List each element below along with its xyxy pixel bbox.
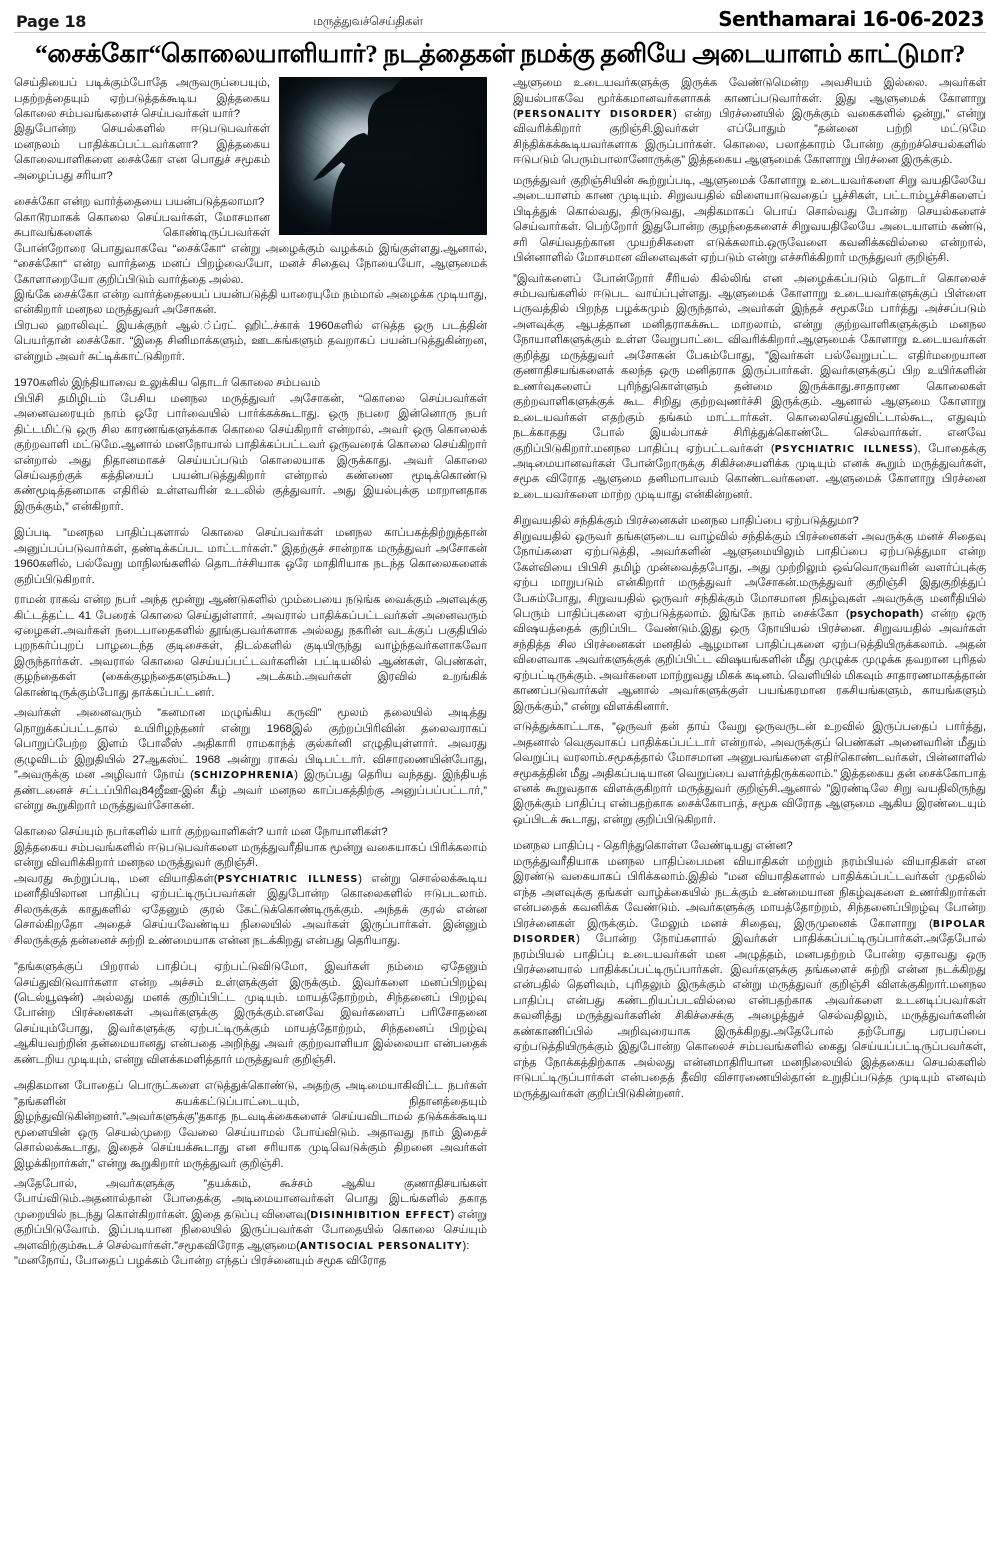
paragraph: மருத்துவர் குறிஞ்சியின் கூற்றுப்படி, ஆளுமைக் கோளாறு உடையவர்களை சிறு வயதிலேயே அடையாளம் காண முடியும். சிறுவயதில் விளையாடுவதைப் பூச்சிகள், பட்டாம்பூச்சிகளைப் பிடித்துக் கொல்வது, திருடுவது, அதிகமாகப் பொய் சொல்வது போன்ற செயல்களைச் செய்வார்கள். பெற்றோர் இதுபோன்ற குழந்தைகளைச் சிறுவயதிலேயே அடையாளம் கண்டு, சரி செய்வதற்கான முயற்சிகளை எடுக்கலாம்.ஒருவேளை கவனிக்கவில்லை என்றால், பின்னாளில் மோசமான விளைவுகள் ஏற்படும் என்று எச்சரிக்கிறார் மருத்துவர் குறிஞ்சி. bbox=[513, 174, 986, 265]
paragraph: மருத்துவரீதியாக மனநல பாதிப்பைமன வியாதிகள் மற்றும் நரம்பியல் வியாதிகள் என இரண்டு வகையாகப் பிரிக்கலாம்.இதில் ”மன வியாதிகளால் பாதிக்கப்பட்டவர்கள் முதலில் எந்த அளவுக்கு தங்கள் வாழ்க்கையில் நடக்கும் உண்மையான நிகழ்வுகளை உணர்கிறார்கள் என்பதைக் கவனிக்க வேண்டும். அவர்களுக்கு மாயத்தோற்றம், சிந்தனைப்பிறழ்வு போன்ற பிரச்னைகள் இருக்கும். மேலும் மனச் சிதைவு, இருமுனைக் கோளாறு (BIPOLAR DISORDER) போன்ற நோய்களால் இவர்கள் பாதிக்கப்பட்டிருப்பார்கள்.அதேபோல் நரம்பியல் பாதிப்பு உடையவர்கள் மன அழுத்தம், மனபதற்றம் போன்ற ஏதாவது ஒரு பிரச்னையால் பாதிக்கப்பட்டிருப்பார்கள். இவர்களுக்கு தங்களைச் சுற்றி என்ன நடக்கிறது என்பதில் தெளிவும், புரிதலும் இருக்கும் என்று மருத்துவர் குறிஞ்சி விளக்குகிறார்.மனநல பாதிப்பு என்பது கண்டறியப்படவில்லை என்பதற்காக அவர்களை உடனடிப்பவர்கள் கவனித்து மருத்துவர்களின் சிகிச்சைக்கு அழைத்துச் செல்வதிலும், மருத்துவர்களின் கண்காணிப்பில் அறிவுரையாக இருக்கிறது.அதேபோல் தற்போது பரபரப்பை ஏற்படுத்தியிருக்கும் இதுபோன்ற கொலைச் சம்பவங்களில் கைது செய்யப்பட்டிருப்பவர்கள், எந்த நோக்கத்திற்காக அல்லது என்னமாதிரியான மனநிலையில் இத்தகைய செயல்களில் ஈடுபட்டிருப்பார்கள் என்பதைத் தீவிர விசாரணையில்தான் உறுதிப்படுத்த முடியும் எனவும் மருத்துவர்கள் குறிப்பிடுகின்றனர். bbox=[513, 855, 986, 1100]
masthead bbox=[14, 0, 986, 30]
medical-term: PSYCHIATRIC ILLNESS bbox=[217, 873, 359, 885]
left-column bbox=[14, 76, 487, 1270]
paragraph: பிபிசி தமிழிடம் பேசிய மனநல மருத்துவர் அசோகன், “கொலை செய்பவர்கள் அனைவரையும் நாம் ஒரே பார்வையில் பார்க்கக்கூடாது. ஒரு நபரை இன்னொரு நபர் திட்டமிட்டு ஒரு சில காரணங்களுக்காக கொலை செய்கிறார் என்றால், அவர் ஒரு கொலைக் குற்றவாளி மட்டுமே.ஆனால் மனநோயால் பாதிக்கப்பட்டவர் ஒருவரைக் கொலை செய்கிறார் என்றால் அது நிதானமாகச் செய்யப்படும் கொலையாக இருக்காது. அவர் கொலை செய்வதற்குக் கத்தியைப் பயன்படுத்துகிறார் என்றால் கண்ணை மூடிக்கொண்டு கண்மூடித்தனமாக எதிரில் உள்ளவரின் உடலில் குத்துவார். அது இயல்புக்கு மாறானதாக இருக்கும்,” என்கிறார். bbox=[14, 392, 487, 513]
article-photo bbox=[279, 77, 487, 235]
paragraph: எடுத்துக்காட்டாக, ”ஒருவர் தன் தாய் வேறு ஒருவருடன் உறவில் இருப்பதைப் பார்த்து, அதனால் வெகுவாகப் பாதிக்கப்பட்டார் என்றால், அவருக்குப் பெண்கள் அனைவரின் மீதும் வெறுப்பு வரலாம்.சமூகத்தால் மோசமான அனுபவங்களை எதிர்கொண்டவர்கள், பின்னாளில் சமூகத்தின் மீது அதிகப்படியான வெறுப்பை வளர்த்திருக்கலாம்.” இத்தகைய தன் சைக்கோபாத் எனக் கூறுவதாக விளக்குகிறார் மருத்துவர் குறிஞ்சி.ஆனால் ”இரண்டிலே சிறு வயதிலிருந்து இருக்கும் பாதிப்பு என்பதற்காக சைக்கோபாத், சமூக விரோத ஆளுமை ஆகிய இரண்டையும் ஒப்பிடக் கூடாது, என்று குறிப்பிடுகிறார். bbox=[513, 721, 986, 826]
paragraph: இதுபோன்ற செயல்களில் ஈடுபடுபவர்கள் மனநலம் பாதிக்கப்பட்டவர்களா? இத்தகைய கொலையாளிகளை சைக்கோ என பொதுச் சமூகம் அழைப்பது சரியா? bbox=[14, 123, 270, 182]
medical-term: DISINHIBITION EFFECT bbox=[310, 1209, 451, 1221]
section-heading: மனநல பாதிப்பு - தெரிந்துகொள்ள வேண்டியது என்ன? bbox=[513, 840, 793, 853]
paragraph: இங்கே சைக்கோ என்ற வார்த்தையைப் பயன்படுத்தி யாரையுமே நம்மால் அழைக்க முடியாது, என்கிறார் மனநல மருத்துவர் அசோகன். bbox=[14, 288, 488, 317]
photo-vignette bbox=[279, 77, 487, 235]
page-number: Page 18 bbox=[16, 12, 87, 31]
paragraph: இப்படி ”மனநல பாதிப்புகளால் கொலை செய்பவர்கள் மனநல காப்பகத்திற்றுத்தான் அனுப்பப்படுவார்கள், தண்டிக்கப்பட மாட்டார்கள்.” இதற்குச் சான்றாக மருத்துவர் அசோகன் 1960களில், பல்வேறு மாநிலங்களில் தொடர்ச்சியாக ஒரே மாதிரியாக நடந்த கொலைகளைக் குறிப்பிடுகிறார். bbox=[14, 527, 487, 586]
paragraph: ”தங்களுக்குப் பிறரால் பாதிப்பு ஏற்பட்டுவிடுமோ, இவர்கள் நம்மை ஏதேனும் செய்துவிடுவார்களா என்ற அச்சம் உள்ளுக்குள் இருக்கும். இவர்களை மனப்பிறழ்வு (டெல்யூஷன்) அல்லது மனக் குறிப்பிட்ட முடியும். மாயத்தோற்றம், சிந்தனைப் பிறழ்வு போன்ற பிரச்னைகள் அவர்களுக்கு இருக்கும்.எனவே இவர்களைப் பரிசோதனை செய்யும்போது, இவர்களுக்கு ஏற்பட்டிருக்கும் மாயத்தோற்றம், சிந்தனைப் பிறழ்வு ஆகியவற்றின் தன்மையானது என்பதை அறிந்து அவர் குற்றவாளியா இல்லையா என்பதைக் கண்டறிய முடியும், என்று விளக்கமளித்தார் மருத்துவர் குறிஞ்சி. bbox=[14, 961, 487, 1066]
hooded-figure-with-knife-image bbox=[279, 77, 487, 235]
medical-term: SCHIZOPHRENIA bbox=[193, 770, 295, 782]
medical-term: PSYCHIATRIC ILLNESS bbox=[774, 443, 914, 455]
medical-term: PERSONALITY DISORDER bbox=[516, 108, 673, 120]
section-title: மருத்துவச்செய்திகள் bbox=[313, 14, 423, 28]
paragraph: சிறுவயதில் ஒருவர் தங்களுடைய வாழ்வில் சந்திக்கும் பிரச்னைகள் அவருக்கு மனச் சிதைவு நோய்களை ஏற்படுத்தி, அவர்களின் ஆளுமையிலும் பாதிப்பை ஏற்படுத்துமா என்ற கேள்வியை பிபிசி தமிழ் முன்வைத்தபோது, அது முற்றிலும் ஒவ்வொருவரின் வளர்ப்புக்கு ஏற்ப மாறுபடும் என்கிறார் மருத்துவர் அசோகன்.மருத்துவர் குறிஞ்சி இதுகுறித்துப் பேசும்போது, சிறுவயதில் ஒருவர் சந்திக்கும் மோசமான நிகழ்வுகள் அவருக்கு மனரீதியில் பெரும் பாதிப்புகளை ஏற்படுத்தலாம். இங்கே நாம் சைக்கோ (psychopath) என்ற ஒரு விஷயத்தைக் குறிப்பிட வேண்டும்.இது ஒரு நோயியல் பிரச்னை. சிறுவயதில் அவர்கள் சந்தித்த சில பிரச்னைகள் மனதில் ஆழமான பாதிப்புகளை ஏற்படுத்தியிருக்கலாம். அதன் விளைவாக அவர்களுக்குக் குறிப்பிட்ட விஷயங்களின் மீது முழுக்க முழுக்க தவறான புரிதல் ஏற்பட்டிருக்கும். அவர்களை மாற்றுவது மிகக் கடினம். வெளியில் மிகவும் சாதாரணமாகத்தான் காணப்படுவார்கள் ஆனால் அவர்களுக்குள் பயங்கரமான ரகசியங்களும், காயங்களும் இருக்கும்,” என்று விளக்கினார். bbox=[513, 530, 986, 713]
right-column bbox=[513, 76, 986, 1102]
paragraph: கொடூரமாகக் கொலை செய்பவர்கள், மோசமான சுபாவங்களைக் கொண்டிருப்பவர்கள் போன்றோரை பொதுவாகவே “சைக்கோ“ என்று அழைக்கும் வழக்கம் இங்குள்ளது.ஆனால், “சைக்கோ“ என்ற வார்த்தை மனப் பிறழ்வையோ, மனச் சிதைவு நோயையோ, ஆளுமைக் கோளாறையோ குறிப்பிடும் வார்த்தை அல்ல. bbox=[14, 211, 487, 286]
paragraph: ”மனநோய், போதைப் பழக்கம் போன்ற எந்தப் பிரச்னையும் சமூக விரோத bbox=[14, 1255, 387, 1268]
paragraph: அதேபோல், அவர்களுக்கு ”தயக்கம், கூச்சம் ஆகிய குணாதிசயங்கள் போய்விடும்.அதனால்தான் போதைக்கு அடிமையானவர்கள் பொது இடங்களில் தகாத முறையில் நடந்து கொள்கிறார்கள். இதை தடுப்பு விளைவு(DISINHIBITION EFFECT) என்று குறிப்பிடுவோம். இப்படியான நிலையில் இருப்பவர்கள் போதையில் கொலை செய்யும் அளவிற்கும்கூடச் செல்வார்கள்.”சமூகவிரோத ஆளுமை(ANTISOCIAL PERSONALITY): bbox=[14, 1177, 487, 1252]
section-heading: கொலை செய்யும் நபர்களில் யார் குற்றவாளிகள்? யார் மன நோயாளிகள்? bbox=[14, 826, 388, 839]
section-heading: சிறுவயதில் சந்திக்கும் பிரச்னைகள் மனநல பாதிப்பை ஏற்படுத்துமா? bbox=[513, 515, 859, 528]
paragraph: அதிகமான போதைப் பொருட்களை எடுத்துக்கொண்டு, அதற்கு அடிமையாகிவிட்ட நபர்கள் ”தங்களின் சுயக்கட்டுப்பாட்டையும், நிதானத்தையும் இழந்துவிடுகின்றனர்.”அவர்களுக்கு”தகாத நடவடிக்கைகளைச் செய்யவிடாமல் தடுக்கக்கூடிய மூளையின் ஒரு செயல்முறை வேலை செய்யாமல் போய்விடும். அதாவது நாம் இதைச் சொல்லக்கூடாது, இதைச் செய்யக்கூடாது என சரியாக முடிவெடுக்கும் திறனை அவர்கள் இழக்கிறார்கள்,” என்று கூறுகிறார் மருத்துவர் குறிஞ்சி. bbox=[14, 1080, 487, 1170]
paragraph: ராமன் ராகவ் என்ற நபர் அந்த மூன்று ஆண்டுகளில் மும்பையை நடுங்க வைக்கும் அளவுக்கு கிட்டத்தட்ட 41 பேரைக் கொலை செய்துள்ளார். அவரால் பாதிக்கப்பட்டவர்கள் அனைவரும் ஏழைகள்.அவர்கள் நடைபாதைகளில் தூங்குபவர்களாக அல்லது நகரின் வடக்குப் பகுதியில் புறநகர்ப்புறப் பாழடைந்த குடிசைகள், திடல்களில் குடியிருந்து வாழ்ந்தவர்களாகவோ இருந்தார்கள். அவரால் கொலை செய்யப்பட்டவர்களின் பட்டியலில் ஆண்கள், பெண்கள், குழந்தைகள் (கைக்குழந்தைகளும்கூட) அடக்கம்.அவர்கள் இரவில் உறங்கிக் கொண்டிருக்கும்போது தாக்கப்பட்டனர். bbox=[14, 594, 487, 699]
paragraph: ஆளுமை உடையவர்களுக்கு இருக்க வேண்டுமென்ற அவசியம் இல்லை. அவர்கள் இயல்பாகவே மூர்க்கமானவர்களாகக் காணப்படுவார்கள். இது ஆளுமைக் கோளாறு (PERSONALITY DISORDER) என்ற பிரச்னையில் இருக்கும் வகைகளில் ஒன்று,” என்று விவரிக்கிறார் குறிஞ்சி.இவர்கள் எப்போதும் ”தன்னை பற்றி மட்டுமே சிந்திக்கக்கூடியவர்களாக இருப்பார்கள். கொலை, பலாத்காரம் போன்ற குற்றச்செயல்களில் ஈடுபடும் பெரும்பாலானோருக்கு” இத்தகைய ஆளுமைக் கோளாறு பிரச்னை இருக்கும். bbox=[513, 77, 986, 167]
publication-title: Senthamarai 16-06-2023 bbox=[718, 7, 984, 31]
paragraph: இத்தகைய சம்பவங்களில் ஈடுபடுபவர்களை மருத்துவரீதியாக மூன்று வகையாகப் பிரிக்கலாம் என்று விவரிக்கிறார் மனநல மருத்துவர் குறிஞ்சி. bbox=[14, 841, 487, 870]
article-headline: “சைக்கோ“கொலையாளியார்? நடத்தைகள் நமக்கு தனியே அடையாளம் காட்டுமா? bbox=[35, 39, 965, 68]
paragraph: ”இவர்களைப் போன்றோர் சீரியல் கில்லிங் என அழைக்கப்படும் தொடர் கொலைச் சம்பவங்களில் ஈடுபட வாய்ப்புள்ளது. ஆளுமைக் கோளாறு உடையவர்களுக்குப் பிள்ளை பருவத்தில் பிறந்த பழக்கமும் இருந்தால், அவர்கள் இந்தச் சமூகமே பார்த்து அச்சப்படும் அளவுக்கு ஆபத்தான மனிதராகக்கூட மாறலாம், என்று குற்றவாளிகளுக்கும் மனநல நோயாளிகளுக்கும் உள்ள வேறுபாட்டை விவரிக்கிறார்.ஆளுமைக் கோளாறு உடையவர்கள் குறித்து மருத்துவர் அசோகன் பேசும்போது, ”இவர்கள் பல்வேறுபட்ட எதிர்மறையான குணாதிசயங்களைக் கலந்த ஒரு மனிதராக இருப்பார்கள். இவர்களுக்குப் பிற உயிர்களின் உணர்வுகளைப் புரிந்துகொள்ளும் தன்மை இருக்காது.சாதாரண கொலைகள் குற்றவாளிகளுக்குக் கூட சிறிது குற்றவுணர்ச்சி இருக்கும். ஆனால் ஆளுமை கோளாறு உடையவர்கள் எதற்கும் தங்கம் மாட்டார்கள். கொலைசெய்துவிட்டால்கூட, எதுவும் நடக்காதது போல் இயல்பாகச் சிரித்துக்கொண்டே செல்வார்கள். எனவே குறிப்பிடுகிறார்.மனநல பாதிப்பு ஏற்பட்டவர்கள் (PSYCHIATRIC ILLNESS), போதைக்கு அடிமையானவர்கள் போன்றோருக்கு சிகிச்சையளிக்க முடியும் எனக் கூறும் மருத்துவர்கள், சமூக விரோத ஆளுமை தனிமாபாவம் கொண்டவர்களை. ஆளுமைக் கோளாறு பிரச்னை உடையவர்களை மாற்ற முடியாது என்கின்றனர். bbox=[513, 272, 986, 501]
section-heading: 1970களில் இந்தியாவை உலுக்கிய தொடர் கொலை சம்பவம் bbox=[14, 377, 321, 390]
paragraph: பிரபல ஹாலிவுட் இயக்குநர் ஆல்.்ப்ரட் ஹிட்.ச்காக் 1960களில் எடுத்த ஒரு படத்தின் பெயர்தான் சைக்கோ. “இதை சினிமாக்களும், ஊடகங்களும் தவறாகப் பயன்படுத்துகின்றன, என்றும் அவர் சுட்டிக்காட்டுகிறார். bbox=[14, 319, 487, 363]
section-heading: சைக்கோ என்ற வார்த்தையை பயன்படுத்தலாமா? bbox=[14, 196, 265, 209]
medical-term: psychopath bbox=[849, 608, 920, 621]
medical-term: ANTISOCIAL PERSONALITY bbox=[299, 1240, 463, 1252]
medical-term: BIPOLAR DISORDER bbox=[513, 918, 986, 946]
paragraph: அவர்கள் அனைவரும் ”கனமான மழுங்கிய கருவி” மூலம் தலையில் அடித்து நொறுக்கப்பட்டதால் உயிரிழந்தனர் என்று 1968இல் குற்றப்பிரிவின் தலைவராகப் பொறுப்பேற்ற இளம் போலீஸ் அதிகாரி ராமகாந்த் குல்கர்னி எழுதியுள்ளார். அவரது குழுவிடம் இறுதியில் 27ஆகஸ்ட் 1968 அன்று ராகவ் பிடிபட்டார். விசாரணையின்போது, ”அவருக்கு மன அழிவார் நோய் (SCHIZOPHRENIA) இருப்பது தெரிய வந்தது. இந்தியத் தண்டனைச் சட்டப்பிரிவு84ஜீஊ-இன் கீழ் அவர் மனநல காப்பகத்திற்கு அனுப்பப்பட்டார்,” என்று கூறுகிறார் மருத்துவர்சோகன். bbox=[14, 707, 487, 813]
article-body bbox=[14, 76, 986, 1270]
paragraph: செய்தியைப் படிக்கும்போதே அருவருப்பையும், பதற்றத்தையும் ஏற்படுத்தக்கூடிய இத்தகைய கொலை சம்பவங்களைச் செய்பவர்கள் யார்? bbox=[14, 77, 270, 120]
paragraph: அவரது கூற்றுப்படி, மன வியாதிகள்(PSYCHIATRIC ILLNESS) என்று சொல்லக்கூடிய மனரீதியிலான பாதிப்பு ஏற்பட்டிருப்பவர்கள் இதுபோன்ற கொலைகளில் ஈடுபடலாம். சிலருக்குக் காதுகளில் ஏதேனும் குரல் கேட்டுக்கொண்டிருக்கும். அந்தக் குரல் என்ன சொல்கிறதோ அதைச் செய்யவேண்டிய நிலையில் அவர்கள் இருப்பார்கள். இன்னும் சிலருக்குத் தன்னைச் சுற்றி உண்மையாக என்ன நடக்கிறது என்பது தெரியாது. bbox=[14, 872, 487, 947]
